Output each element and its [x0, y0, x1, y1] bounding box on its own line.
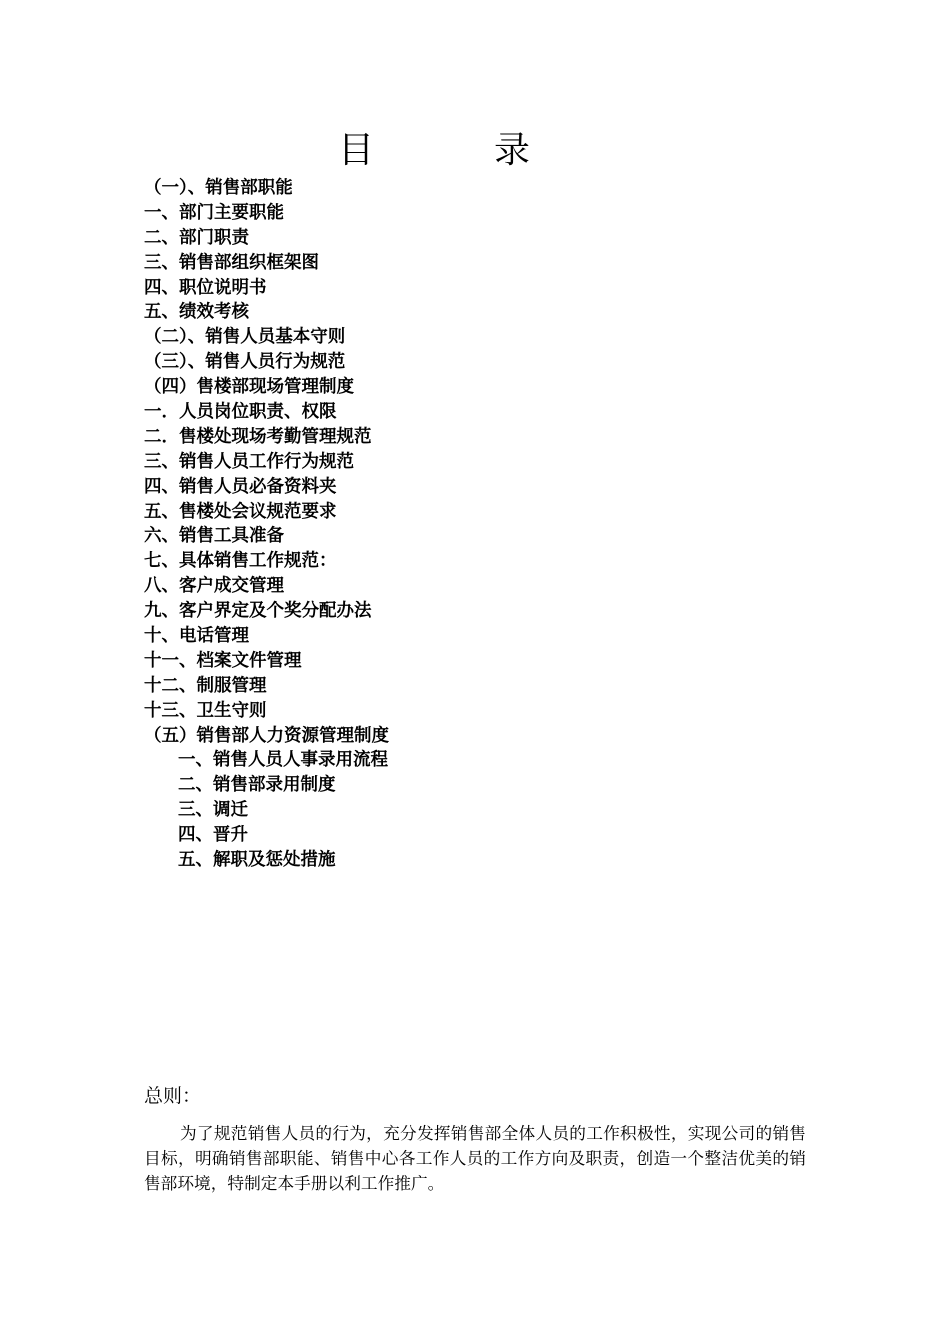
title-char-2: 录	[494, 130, 531, 171]
toc-item[interactable]: （四）售楼部现场管理制度	[144, 377, 354, 398]
toc-item[interactable]: 一．人员岗位职责、权限	[144, 402, 337, 423]
toc-item[interactable]: 三、销售人员工作行为规范	[144, 451, 354, 472]
toc-item[interactable]: （二）、销售人员基本守则	[144, 327, 346, 348]
toc-item[interactable]: 十一、档案文件管理	[144, 650, 302, 671]
general-principles-heading: 总则：	[144, 1085, 202, 1107]
toc-item[interactable]: 一、部门主要职能	[144, 202, 284, 223]
toc-item[interactable]: 十三、卫生守则	[144, 700, 267, 721]
toc-item[interactable]: （一）、销售部职能	[144, 178, 293, 198]
page-title	[0, 128, 868, 174]
toc-item[interactable]: 三、销售部组织框架图	[144, 252, 319, 273]
toc-item[interactable]: （五）销售部人力资源管理制度	[144, 725, 389, 746]
toc-item[interactable]: 九、客户界定及个奖分配办法	[144, 601, 372, 622]
toc-subitem[interactable]: 一、销售人员人事录用流程	[178, 750, 388, 771]
title-char-1: 目	[337, 130, 374, 171]
toc-item[interactable]: 五、售楼处会议规范要求	[144, 501, 337, 522]
table-of-contents	[144, 176, 389, 873]
toc-item[interactable]: 五、绩效考核	[144, 302, 249, 323]
general-principles-paragraph: 为了规范销售人员的行为，充分发挥销售部全体人员的工作积极性，实现公司的销售目标，明确销售部职能、销售中心各工作人员的工作方向及职责，创造一个整洁优美的销售部环境，特制定本手册以利工作推广。	[144, 1123, 806, 1193]
toc-item[interactable]: 十、电话管理	[144, 626, 249, 647]
toc-item[interactable]: 七、具体销售工作规范：	[144, 551, 337, 572]
toc-subitem[interactable]: 三、调迁	[178, 800, 248, 821]
toc-subitem[interactable]: 二、销售部录用制度	[178, 775, 336, 796]
toc-item[interactable]: （三）、销售人员行为规范	[144, 352, 346, 373]
toc-subitem[interactable]: 四、晋升	[178, 825, 248, 846]
toc-item[interactable]: 二、部门职责	[144, 227, 249, 248]
toc-item[interactable]: 十二、制服管理	[144, 675, 267, 696]
toc-item[interactable]: 八、客户成交管理	[144, 576, 284, 597]
toc-item[interactable]: 四、销售人员必备资料夹	[144, 476, 337, 497]
toc-item[interactable]: 二．售楼处现场考勤管理规范	[144, 426, 372, 447]
toc-subitem[interactable]: 五、解职及惩处措施	[178, 850, 336, 871]
toc-item[interactable]: 四、职位说明书	[144, 277, 267, 298]
toc-item[interactable]: 六、销售工具准备	[144, 526, 284, 547]
